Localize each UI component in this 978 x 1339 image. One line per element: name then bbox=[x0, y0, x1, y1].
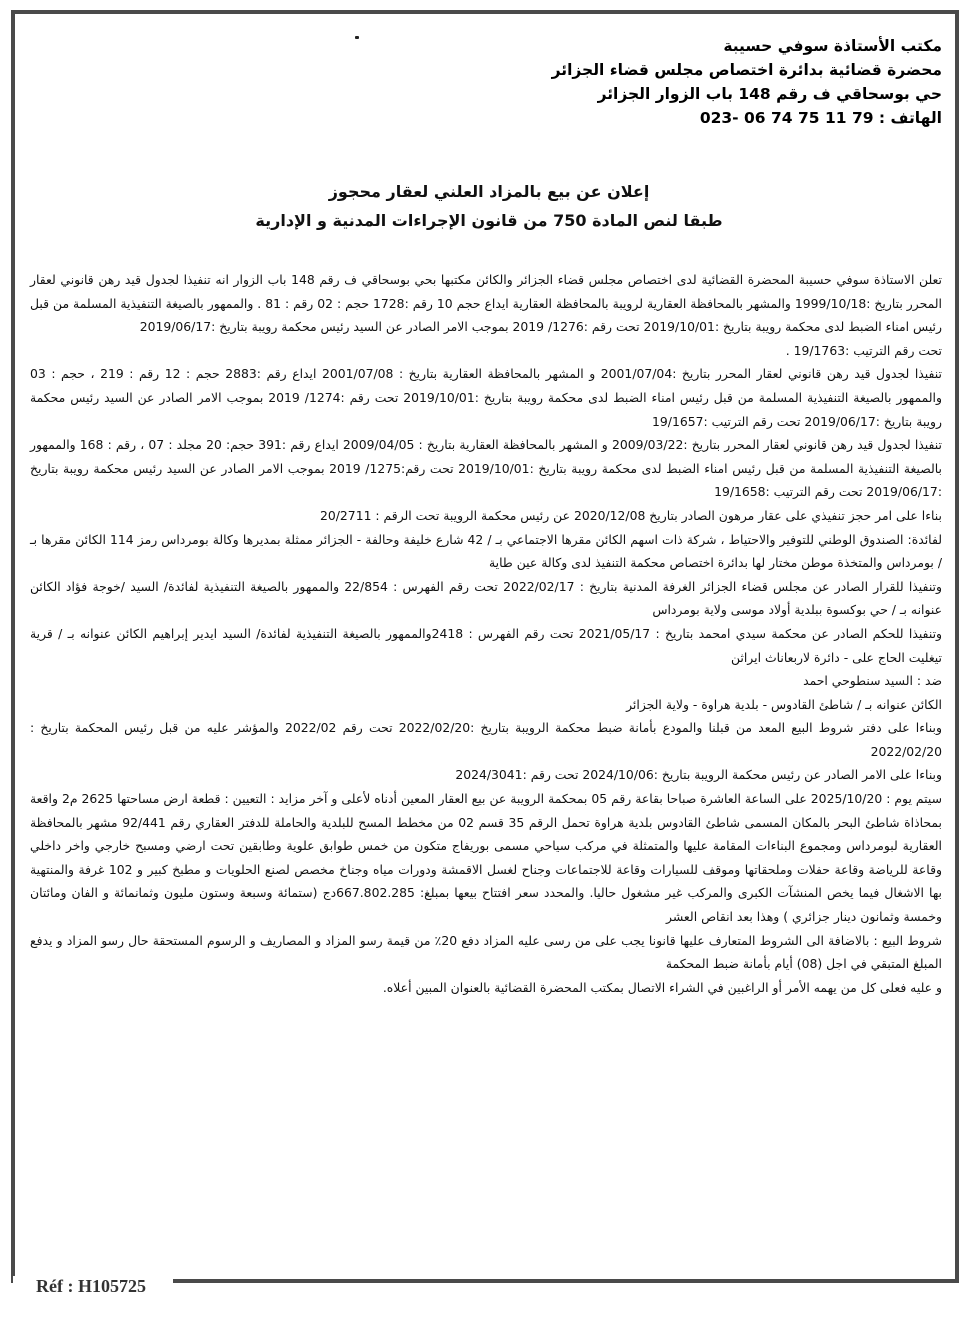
title-line-1: إعلان عن بيع بالمزاد العلني لعقار محجوز bbox=[328, 182, 650, 201]
title-line-2: طبقا لنص المادة 750 من قانون الإجراءات المدنية و الإدارية bbox=[255, 211, 723, 230]
office-address: حي بوسحاقي ف رقم 148 باب الزوار الجزائر bbox=[597, 85, 942, 103]
reference-number: Réf : H105725 bbox=[34, 1277, 152, 1295]
letterhead bbox=[552, 34, 942, 130]
notice-title bbox=[0, 177, 978, 235]
paragraph-sale-details: سيتم يوم : 2025/10/20 على الساعة العاشرة صباحا بقاعة رقم 05 بمحكمة الرويبة عن بيع العقار المعين أدناه لأعلى و آخر مزايد : التعيين : قطعة ارض مساحتها 2625 م2 واقعة بمحاذاة شاطئ البحر بالمكان المسمى شاطئ القادوس بلدية هراوة تحمل الرقم 35 قسم 02 من مخطط المسح للبلدية والحاملة للدفتر العقاري رقم 92/441 مشهر بالمحافظة العقارية لبومرداس ومجموع البناءات المقامة عليها والمتمثلة في مركب سياحي مسمى بوريفاج متكون من خمس طوابق علوية وطابقين تحت ارضي ومسبح خارجي واخر داخلي وقاعة للرياضة وقاعة حفلات وملحقاتها وموقف للسيارات وقاعة للاجتماعات وجناح لغسل الاقمشة ودورات مياه وجناخ مخصص لصنع الحلويات و مطبخ كبير و 102 غرفة والمنتهية بها الاشغال فيما يخص المنشآت الكبرى والمركب غير مشغول حاليا. والمحدد سعر افتتاح بيعها بمبلغ: 667.802.285دج (ستمائة وسبعة وستون مليون وثمانمائة و الفان ومائتان وخمسة وثمانون دينار جزائري ) وهذا بعد انقاص العشر bbox=[30, 791, 942, 925]
paragraph-conditions-book: وبناءا على دفتر شروط البيع المعد من قبلنا والمودع بأمانة ضبط محكمة الرويبة بتاريخ :2022/02/20 تحت رقم 2022/02 والمؤشر عليه من قبل رئيس المحكمة بتاريخ : 2022/02/20 bbox=[30, 720, 942, 759]
office-name: مكتب الأستاذة سوفي حسيبة bbox=[723, 37, 942, 55]
paragraph-against: ضد : السيد سنطوحي احمد bbox=[803, 673, 942, 689]
paragraph-court-judgment: وتنفيذا للحكم الصادر عن محكمة سيدي امحمد بتاريخ : 2021/05/17 تحت رقم الفهرس : 2418والممهور بالصيغة التنفيذية لفائدة/ السيد ايدير إبراهيم الكائن عنوانه بـ / قرية تيغليت الحاج على - دائرة لاربعاناث ايراثن bbox=[30, 625, 942, 665]
paragraph-seizure-order: بناءا على امر حجز تنفيذي على عقار مرهون الصادر بتاريخ 2020/12/08 عن رئيس محكمة الرويبة تحت الرقم : 20/2711 bbox=[319, 507, 942, 523]
paragraph-ranking-1: تحت رقم الترتيب :19/1763 . bbox=[785, 342, 942, 358]
paragraph-intro: تعلن الاستاذة سوفي حسيبة المحضرة القضائية لدى اختصاص مجلس قضاء الجزائر والكائن مكتبها بحي بوسحاقي ف رقم 148 باب الزوار انه تنفيذا لجدول قيد رهن قانوني لعقار المحرر بتاريخ :1999/10/18 والمشهر بالمحافظة العقارية لرويبة بالمحافظة العقارية ايداع حجم 10 رقم :1728 حجم : 02 رقم : 81 . والممهور بالصيغة التنفيذية المسلمة من قبل رئيس امناء الضبط لدى محكمة رويبة بتاريخ :2019/10/01 تحت رقم :1276/ 2019 بموجب الامر الصادر عن السيد رئيس محكمة رويبة بتاريخ :2019/06/17 bbox=[30, 272, 942, 335]
notice-body bbox=[30, 268, 942, 999]
paragraph-contact: و عليه فعلى كل من يهمه الأمر أو الراغبين في الشراء الاتصال بمكتب المحضرة القضائية بالعنوان المبين أعلاه. bbox=[382, 979, 942, 995]
paragraph-mortgage-3: تنفيذا لجدول قيد رهن قانوني لعقار المحرر بتاريخ :2009/03/22 و المشهر بالمحافظة العقارية بتاريخ : 2009/04/05 ايداع رقم :391 حجم: 20 مجلد : 07 ، رقم : 168 والممهور بالصيغة التنفيذية المسلمة من قبل رئيس امناء الضبط لدى محكمة رويبة بتاريخ :2019/10/01 تحت رقم:1275/ 2019 بموجب الامر الصادر عن السيد رئيس محكمة رويبة بتاريخ :2019/06/17 تحت رقم الترتيب :19/1658 bbox=[30, 437, 942, 500]
ink-mark bbox=[355, 36, 359, 39]
paragraph-president-order: وبناءا على الامر الصادر عن رئيس محكمة الرويبة بتاريخ :2024/10/06 تحت رقم :2024/3041 bbox=[455, 767, 942, 783]
office-phone: الهاتف : 79 11 75 74 06 -023 bbox=[699, 109, 942, 127]
paragraph-debtor-address: الكائن عنوانه بـ / شاطئ القادوس - بلدية هراوة - ولاية الجزائر bbox=[626, 696, 942, 712]
paragraph-sale-conditions: شروط البيع : بالاضافة الى الشروط المتعارف عليها قانونا يجب على من رسى عليه المزاد دفع 20٪ من قيمة رسو المزاد و المصاريف و الرسوم المستحقة حال رسو المزاد و يدفع المبلغ المتبقي في اجل (08) أيام بأمانة ضبط المحكمة bbox=[30, 932, 942, 972]
paragraph-council-decision: وتنفيذا للقرار الصادر عن مجلس قضاء الجزائر الغرفة المدنية بتاريخ : 2022/02/17 تحت رقم الفهرس : 22/854 والممهور بالصيغة التنفيذية لفائدة/ السيد /خوجة فؤاد الكائن عنوانه بـ / حي بوكسوة ببلدية أولاد موسى ولاية بومرداس bbox=[30, 578, 942, 618]
paragraph-beneficiary: لفائدة: الصندوق الوطني للتوفير والاحتياط ، شركة ذات اسهم الكائن مقرها الاجتماعي بـ / 42 شارع خليفة وحالفة - الجزائر ممثلة بمديرها وكالة بومرداس رمز 114 الكائن مقرها بـ / بومرداس والمتخذة موطن مختار لها بدائرة اختصاص محكمة التنفيذ لدى وكالة عين طاية bbox=[30, 531, 942, 571]
office-role: محضرة قضائية بدائرة اختصاص مجلس قضاء الجزائر bbox=[551, 61, 942, 79]
paragraph-mortgage-2: تنفيذا لجدول قيد رهن قانوني لعقار المحرر بتاريخ :2001/07/04 و المشهر بالمحافظة العقارية بتاريخ : 2001/07/08 ايداع رقم :2883 حجم : 12 رقم : 219 ، حجم : 03 والممهور بالصيغة التنفيذية المسلمة من قبل رئيس امناء الضبط لدى محكمة رويبة بتاريخ :2019/10/01 تحت رقم :1274/ 2019 بموجب الامر الصادر عن السيد رئيس محكمة رويبة بتاريخ :2019/06/17 تحت رقم الترتيب :19/1657 bbox=[30, 366, 942, 429]
